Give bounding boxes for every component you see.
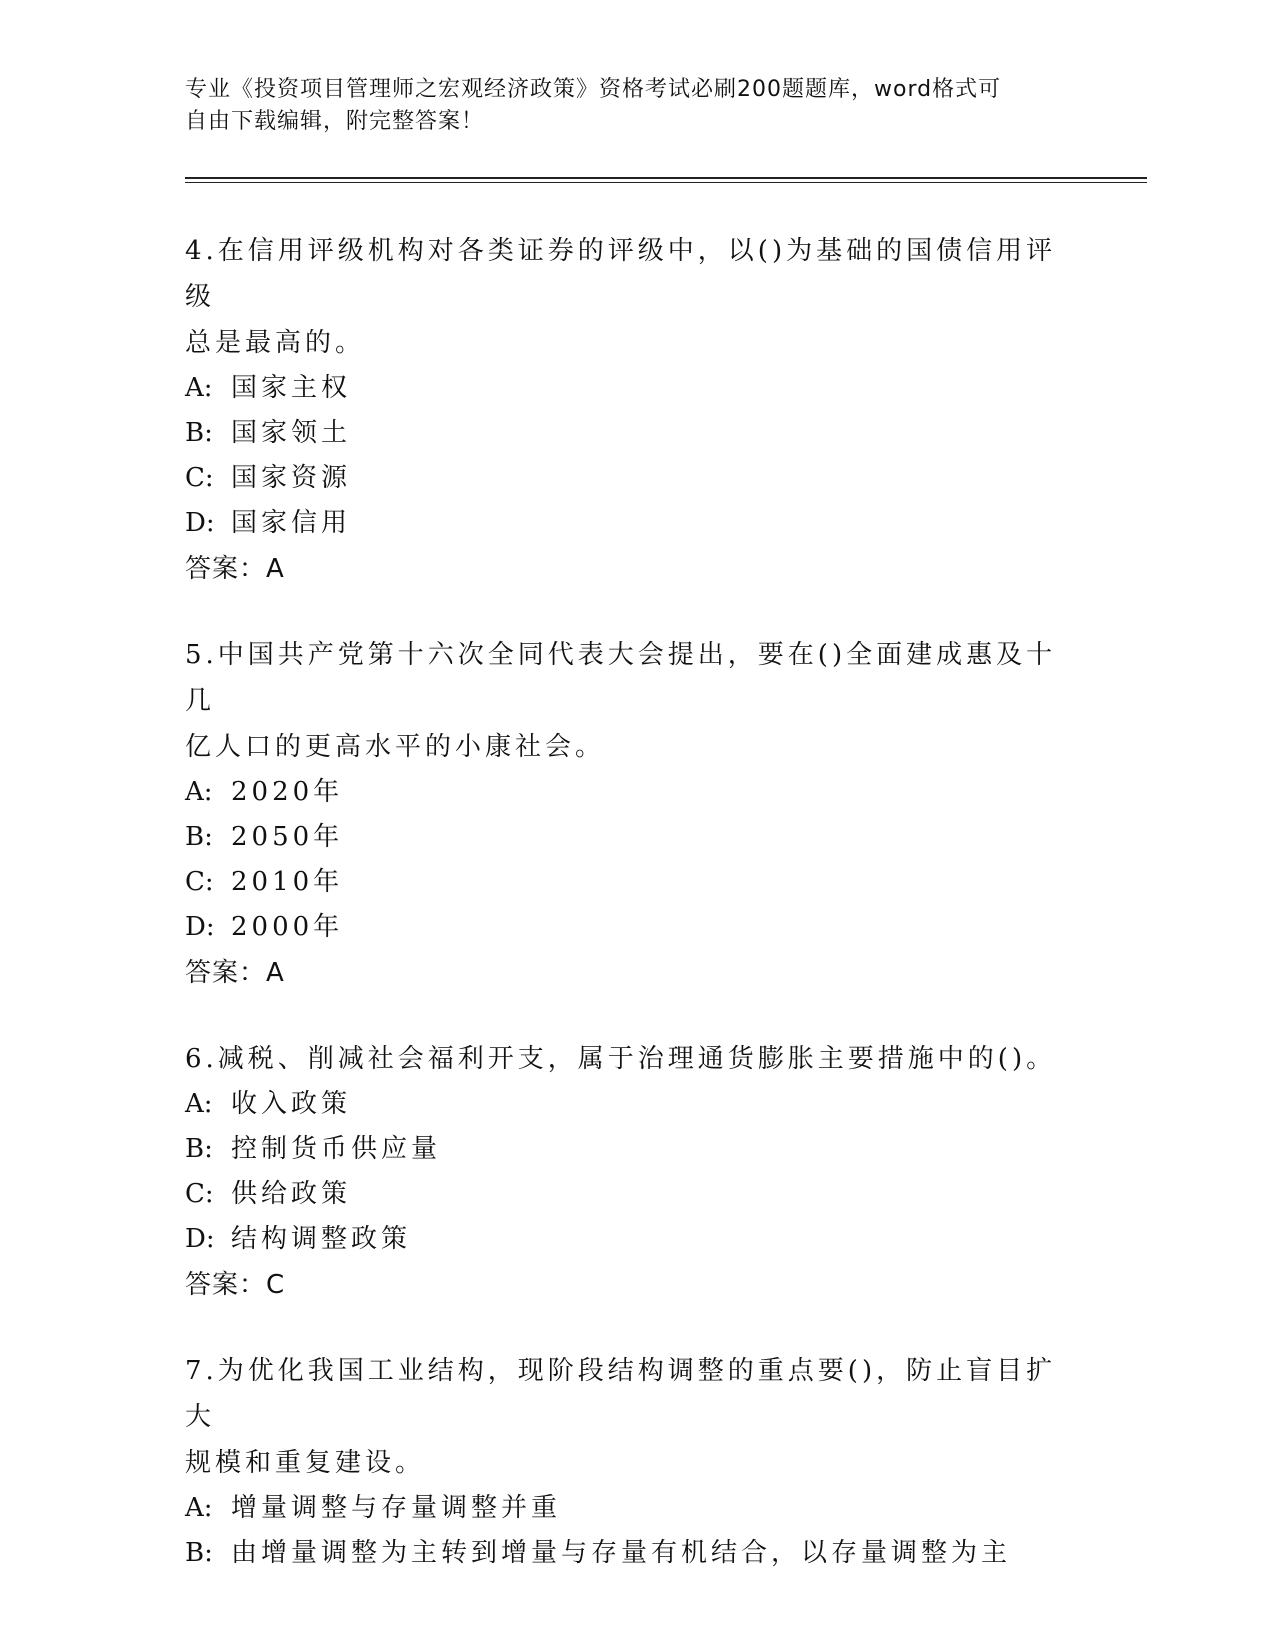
option-b [185,815,1065,860]
question-stem-line: 亿人口的更高水平的小康社会。 [185,732,606,762]
option-letter: A: [185,777,213,807]
option-text: 国家领土 [231,418,352,448]
option-a [185,366,1065,411]
answer-line [185,1262,1065,1308]
option-text: 增量调整与存量调整并重 [231,1493,562,1523]
option-d [185,905,1065,950]
option-letter: A: [185,1089,213,1119]
option-b [185,1531,1065,1576]
option-a [185,1486,1065,1531]
answer-label: 答案： [185,1270,267,1300]
question-stem-line: 总是最高的。 [185,328,366,358]
answer-line [185,546,1065,592]
answer-line [185,950,1065,996]
option-text: 2010年 [231,867,344,897]
option-a [185,1082,1065,1127]
question-4 [185,228,1065,592]
option-a [185,770,1065,815]
question-stem-line: 7.为优化我国工业结构，现阶段结构调整的重点要()，防止盲目扩大 [185,1356,1057,1432]
option-text: 国家主权 [231,373,352,403]
option-b [185,1127,1065,1172]
option-letter: B: [185,418,213,448]
question-5 [185,632,1065,996]
answer-value: A [266,958,285,988]
question-6 [185,1036,1065,1308]
option-text: 国家信用 [231,508,352,538]
option-text: 国家资源 [231,463,352,493]
option-letter: C: [185,867,214,897]
option-letter: C: [185,463,214,493]
option-c [185,1172,1065,1217]
option-letter: A: [185,373,213,403]
option-text: 控制货币供应量 [231,1134,442,1164]
option-text: 2000年 [231,912,344,942]
option-text: 由增量调整为主转到增量与存量有机结合，以存量调整为主 [231,1538,1012,1568]
option-b [185,411,1065,456]
option-letter: B: [185,822,213,852]
option-letter: D: [185,1224,215,1254]
option-letter: A: [185,1493,213,1523]
option-letter: C: [185,1179,214,1209]
header-line-2: 自由下载编辑，附完整答案！ [185,109,485,134]
question-stem-line: 4.在信用评级机构对各类证券的评级中，以()为基础的国债信用评级 [185,236,1057,312]
answer-value: C [266,1270,286,1300]
header-divider [185,177,1147,183]
option-c [185,456,1065,501]
header-line-1: 专业《投资项目管理师之宏观经济政策》资格考试必刷200题题库，word格式可 [185,77,1002,102]
option-text: 2050年 [231,822,344,852]
question-stem-line: 规模和重复建设。 [185,1448,426,1478]
option-c [185,860,1065,905]
option-text: 供给政策 [231,1179,352,1209]
option-letter: D: [185,912,215,942]
answer-value: A [266,554,285,584]
option-letter: B: [185,1538,213,1568]
question-stem-line: 6.减税、削减社会福利开支，属于治理通货膨胀主要措施中的()。 [185,1044,1057,1074]
option-letter: D: [185,508,215,538]
question-7 [185,1348,1065,1576]
document-header [185,74,1065,138]
option-text: 2020年 [231,777,344,807]
option-text: 结构调整政策 [231,1224,412,1254]
option-text: 收入政策 [231,1089,352,1119]
option-letter: B: [185,1134,213,1164]
answer-label: 答案： [185,958,267,988]
answer-label: 答案： [185,554,267,584]
option-d [185,1217,1065,1262]
question-list [185,228,1065,1616]
option-d [185,501,1065,546]
question-stem-line: 5.中国共产党第十六次全同代表大会提出，要在()全面建成惠及十几 [185,640,1057,716]
